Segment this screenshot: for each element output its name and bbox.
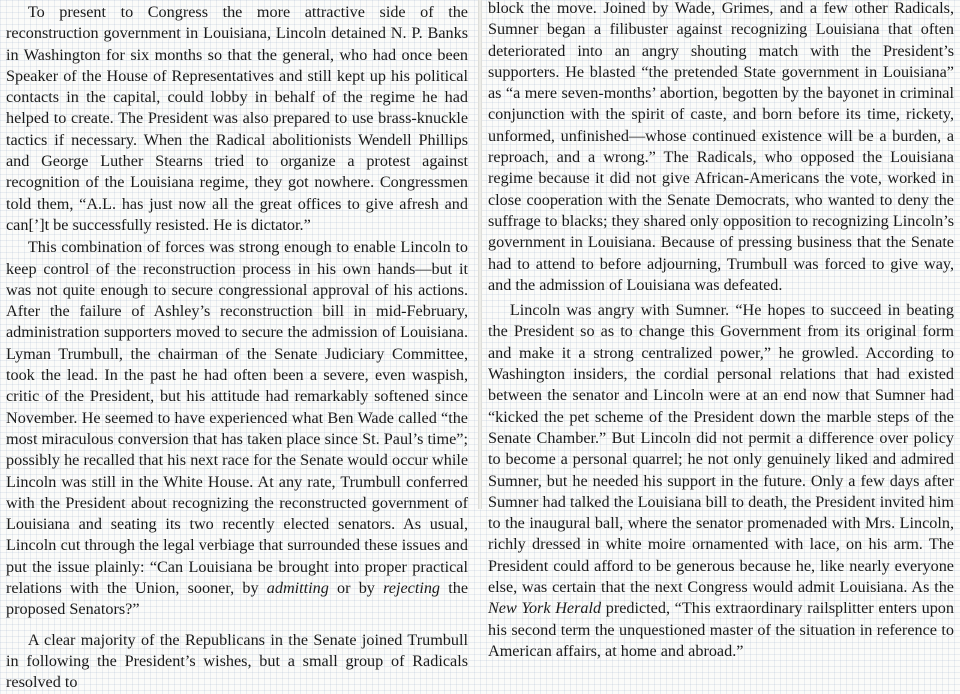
text-run: This combination of forces was strong enough to enable Lincoln to keep control of the reconstruction process in his own hands—but it was not quite enough to secure congressional approval of his actions. After the failure of Ashley’s reconstruction bill in mid-February, administration supporters moved to secure the admission of Louisiana. Lyman Trumbull, the chairman of the Senate Judiciary Committee, took the lead. In the past he had often been a severe, even waspish, critic of the President, but his attitude had remarkably softened since November. He seemed to have experienced what Ben Wade called “the most miraculous conversion that has taken place since St. Paul’s time”; possibly he recalled that his next race for the Senate would occur while Lincoln was still in the White House. At any rate, Trumbull conferred with the President about recognizing the reconstructed government of Louisiana and seating its two recently elected senators. As usual, Lincoln cut through the legal verbiage that surrounded these issues and put the issue plainly: “Can Louisiana be brought into proper practical relations with the Union, sooner, by — [6, 238, 468, 598]
paragraph — [488, 0, 954, 296]
paragraph — [6, 237, 468, 620]
text-run: Lincoln was angry with Sumner. “He hopes to succeed in beating the President so as to change this Government from its original form and make it a strong centralized power,” he growled. According to Washington insiders, the cordial personal relations that had existed between the senator and Lincoln were at an end now that Sumner had “kicked the pet scheme of the President down the marble steps of the Senate Chamber.” But Lincoln did not permit a difference over policy to become a personal quarrel; he not only genuinely liked and admired Sumner, but he needed his support in the future. Only a few days after Sumner had talked the Louisiana bill to death, the President invited him to the inaugural ball, where the senator promenaded with Mrs. Lincoln, richly dressed in white moire ornamented with lace, on his arm. The President could afford to be generous because he, like nearly everyone else, was certain that the next Congress would admit Louisiana. As the — [488, 301, 954, 597]
text-run: or by — [328, 579, 384, 598]
paragraph — [6, 630, 468, 694]
right-page-text-column — [488, 0, 954, 662]
italic-text-run: rejecting — [383, 579, 441, 598]
right-page — [482, 0, 960, 660]
left-page — [0, 0, 480, 692]
paragraph — [6, 2, 468, 236]
italic-text-run: New York Herald — [488, 599, 602, 618]
left-page-text-column — [6, 2, 468, 694]
text-run: A clear majority of the Republicans in the Senate joined Trumbull in following the President’s wishes, but a small group of Radicals resolved to — [6, 630, 468, 692]
paragraph — [488, 300, 954, 662]
text-run: block the move. Joined by Wade, Grimes, and a few other Radicals, Sumner began a filibuster against recognizing Louisiana that often deteriorated into an angry shouting match with the President’s supporters. He blasted “the pretended State government in Louisiana” as “a mere seven-months’ abortion, begotten by the bayonet in criminal conjunction with the spirit of caste, and born before its time, rickety, unformed, unfinished—whose continued existence will be a burden, a reproach, and a wrong.” The Radicals, who opposed the Louisiana regime because it did not give African-Americans the vote, worked in close cooperation with the Senate Democrats, who wanted to deny the suffrage to blacks; they shared only opposition to recognizing Lincoln’s government in Louisiana. Because of pressing business that the Senate had to attend to before adjourning, Trumbull was forced to give way, and the admission of Louisiana was defeated. — [488, 0, 954, 294]
text-run: To present to Congress the more attractive side of the reconstruction government in Louisiana, Lincoln detained N. P. Banks in Washington for six months so that the general, who had once been Speaker of the House of Representatives and still kept up his political contacts in the capital, could lobby in behalf of the regime he had helped to create. The President was also prepared to use brass-knuckle tactics if necessary. When the Radical abolitionists Wendell Phillips and George Luther Stearns tried to organize a protest against recognition of the Louisiana regime, they got nowhere. Congressmen told them, “A.L. has just now all the great offices to give afresh and can[’]t be successfully resisted. He is dictator.” — [6, 3, 468, 234]
text-run: predicted, “This extraordinary railsplitter enters upon his second term the unquestioned master of the situation in reference to American affairs, at home and abroad.” — [488, 599, 954, 660]
italic-text-run: admitting — [266, 579, 329, 598]
text-run: the proposed Senators?” — [6, 579, 469, 619]
